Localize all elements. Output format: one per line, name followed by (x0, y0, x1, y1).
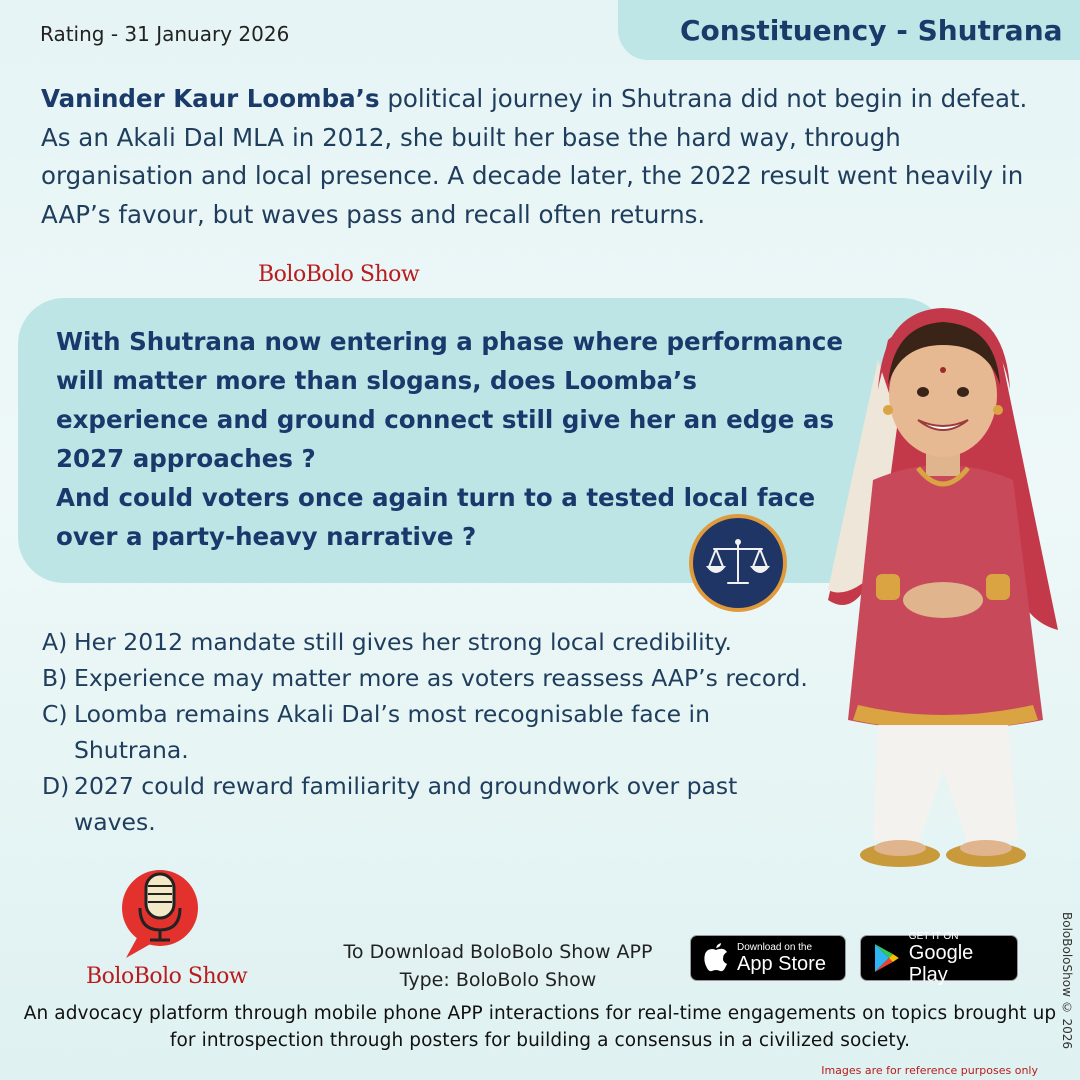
rating-date: Rating - 31 January 2026 (40, 22, 290, 46)
google-play-button[interactable] (860, 930, 1018, 986)
app-store-label: App Store (737, 952, 826, 975)
microphone-logo-icon (116, 868, 204, 960)
intro-text: political journey in Shutrana did not begin in defeat. As an Akali Dal MLA in 2012, she built her base the hard way, through organisation and local presence. A decade later, the 2022 result went heavily in AAP’s favour, but waves pass and recall often returns. (41, 84, 1028, 229)
question-line-2: And could voters once again turn to a tested local face over a party-heavy narrative ? (56, 483, 816, 551)
constituency-tab (618, 0, 1080, 60)
google-play-label: Google Play (908, 941, 974, 986)
brand-wordmark-footer: BoloBolo Show (86, 964, 248, 989)
question-line-1: With Shutrana now entering a phase where performance will matter more than slogans, does Loomba’s experience and ground connect still give her an edge as 2027 approaches ? (56, 327, 843, 473)
option-key: B) (42, 664, 68, 692)
intro-paragraph (41, 80, 1041, 234)
scales-of-justice-icon (689, 514, 787, 612)
copyright-notice: BoloBoloShow © 2026 (1060, 912, 1074, 1050)
candidate-name: Vaninder Kaur Loomba’s (41, 84, 380, 113)
download-instructions (320, 938, 676, 994)
option-text: Loomba remains Akali Dal’s most recognisable face in Shutrana. (74, 700, 710, 764)
option-text: 2027 could reward familiarity and groundwork over past waves. (74, 772, 738, 836)
image-disclaimer: Images are for reference purposes only (821, 1064, 1038, 1077)
platform-tagline: An advocacy platform through mobile phone APP interactions for real-time engagements on topics brought up for introspection through posters for building a consensus in a civilized society. (23, 1003, 1057, 1051)
option-key: D) (42, 772, 70, 800)
option-c (42, 696, 762, 768)
app-store-small-text: Download on the (737, 941, 813, 953)
apple-icon (703, 943, 729, 973)
constituency-title: Constituency - Shutrana (680, 13, 1063, 47)
option-key: A) (42, 628, 68, 656)
download-line-2: Type: BoloBolo Show (399, 969, 597, 991)
app-store-button[interactable] (690, 935, 846, 981)
option-key: C) (42, 700, 68, 728)
answer-options (42, 624, 842, 840)
option-text: Her 2012 mandate still gives her strong local credibility. (74, 628, 732, 656)
option-b (42, 660, 842, 696)
google-play-icon (873, 943, 901, 973)
google-play-small-text: GET IT ON (908, 930, 959, 942)
brand-wordmark: BoloBolo Show (258, 262, 420, 287)
option-a (42, 624, 842, 660)
candidate-caricature (818, 300, 1068, 880)
option-d (42, 768, 802, 840)
option-text: Experience may matter more as voters reassess AAP’s record. (74, 664, 808, 692)
download-line-1: To Download BoloBolo Show APP (343, 941, 653, 963)
